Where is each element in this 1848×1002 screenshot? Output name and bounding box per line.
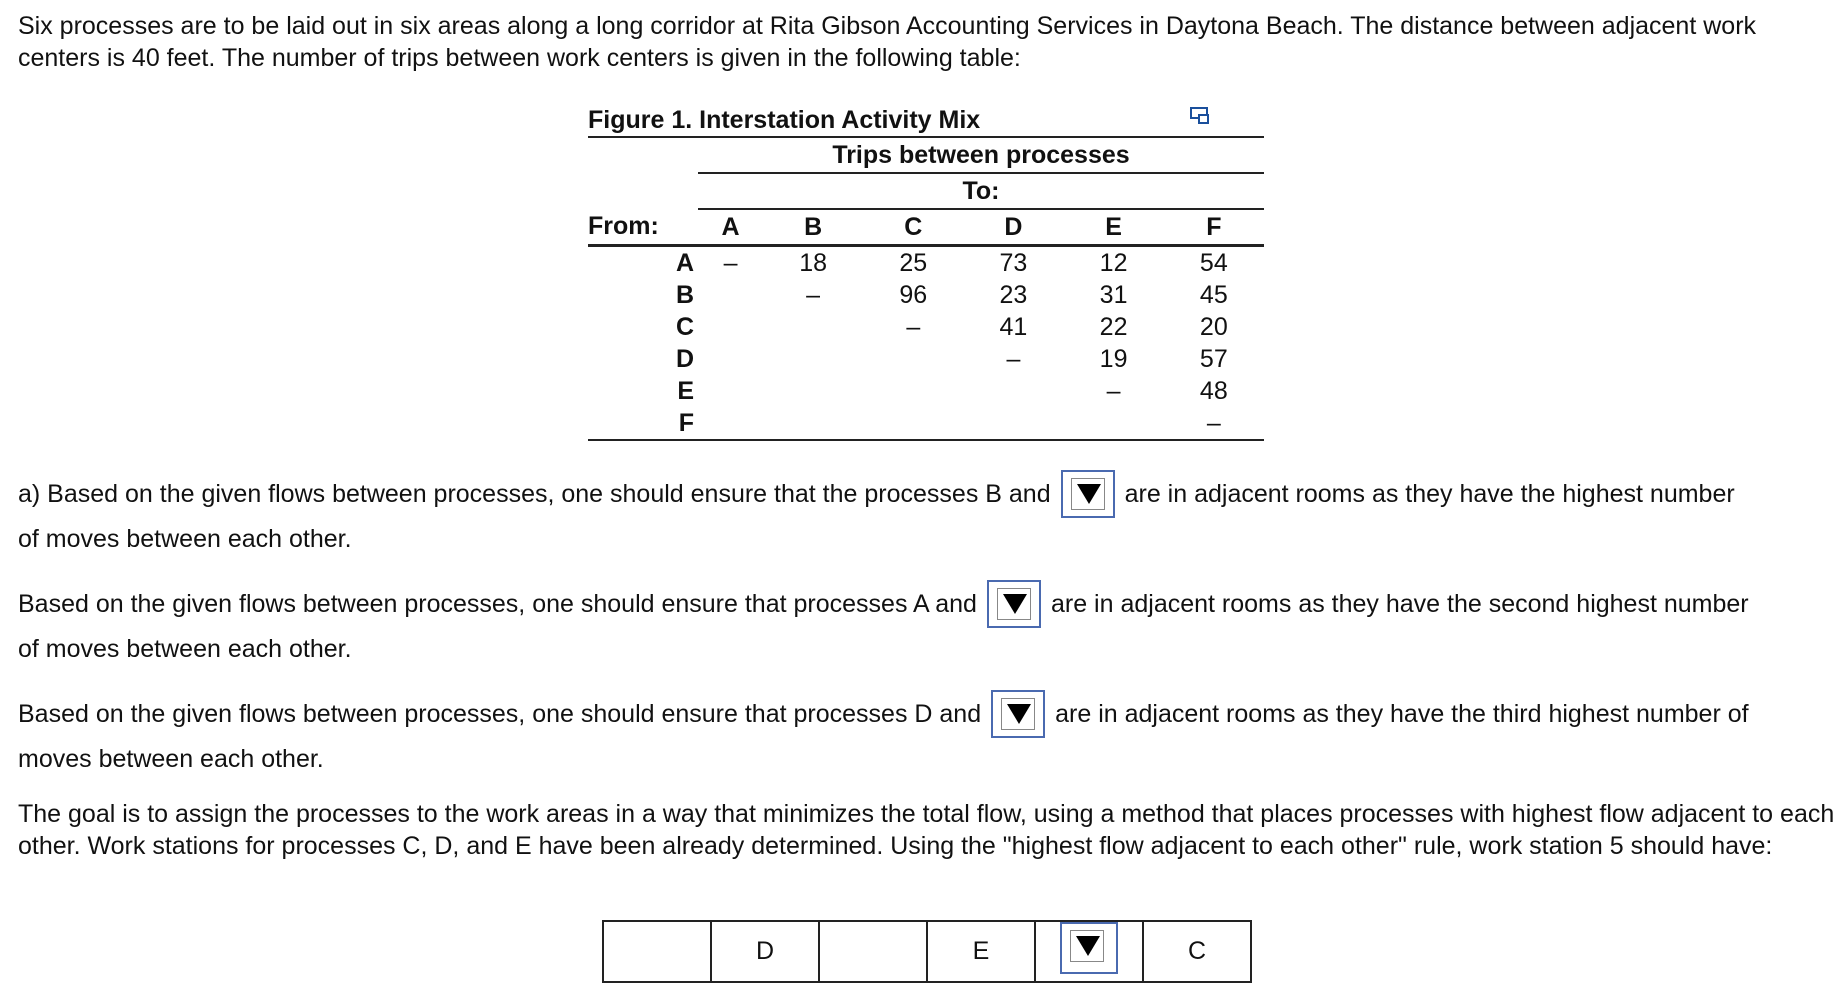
table-cell: 19	[1099, 344, 1128, 373]
question-3	[18, 690, 1749, 780]
table-cell: 18	[799, 248, 828, 277]
table-row	[588, 375, 1264, 407]
table-cell	[698, 343, 763, 375]
column-header: D	[963, 209, 1063, 246]
column-header: B	[763, 209, 863, 246]
table-cell: 23	[999, 280, 1028, 309]
figure-interstation-activity	[588, 100, 1264, 441]
q1-text-cont: of moves between each other.	[18, 525, 352, 553]
table-row	[588, 311, 1264, 343]
table-cell: –	[1106, 376, 1121, 405]
column-header: A	[698, 209, 763, 246]
question-2	[18, 580, 1749, 670]
goal-text: The goal is to assign the processes to the work areas in a way that minimizes the total flow, using a method that places processes with highest flow adjacent to each other. Work stations for processes C, D, and E have been already determined. Using the "highest flow adjacent to each other" rule, work station 5 should have:	[18, 800, 1835, 860]
q1-dropdown[interactable]	[1061, 470, 1115, 518]
table-cell: 12	[1099, 248, 1128, 277]
table-cell: 41	[999, 312, 1028, 341]
row-label: B	[675, 280, 694, 309]
table-cell: 96	[899, 280, 928, 309]
table-cell: 25	[899, 248, 928, 277]
column-header: F	[1164, 209, 1264, 246]
table-cell	[698, 311, 763, 343]
dropdown-arrow-icon	[1007, 704, 1031, 724]
table-cell	[698, 375, 763, 407]
station-6: C	[1143, 921, 1251, 982]
q3-dropdown[interactable]	[991, 690, 1045, 738]
table-cell	[763, 407, 863, 440]
station-3	[819, 921, 927, 982]
from-label: From:	[588, 209, 698, 246]
table-cell	[698, 279, 763, 311]
q1-text-after: are in adjacent rooms as they have the highest number	[1124, 480, 1735, 508]
row-label: D	[675, 344, 694, 373]
column-header: C	[863, 209, 963, 246]
column-header: E	[1064, 209, 1164, 246]
trips-header: Trips between processes	[832, 140, 1130, 169]
figure-header	[588, 100, 1264, 138]
table-cell: 31	[1099, 280, 1128, 309]
table-cell	[863, 407, 963, 440]
station-2: D	[711, 921, 819, 982]
table-cell: 73	[999, 248, 1028, 277]
row-label: A	[675, 248, 694, 277]
q3-text-cont: moves between each other.	[18, 745, 324, 773]
figure-title: Figure 1. Interstation Activity Mix	[588, 106, 981, 134]
table-cell	[1064, 407, 1164, 440]
table-cell: –	[906, 312, 921, 341]
table-cell: 57	[1199, 344, 1228, 373]
q2-text-before: Based on the given flows between processes, one should ensure that processes A and	[18, 590, 977, 618]
copy-table-icon[interactable]	[1190, 107, 1212, 132]
table-row	[588, 246, 1264, 280]
table-row	[588, 343, 1264, 375]
table-cell: –	[723, 248, 738, 277]
table-cell	[963, 375, 1063, 407]
table-cell: 54	[1199, 248, 1228, 277]
station-4: E	[927, 921, 1035, 982]
table-cell: 48	[1199, 376, 1228, 405]
table-cell	[863, 343, 963, 375]
table-cell	[763, 311, 863, 343]
station-5	[1035, 921, 1143, 982]
intro-text: Six processes are to be laid out in six areas along a long corridor at Rita Gibson Accounting Services in Daytona Beach. The distance between adjacent work centers is 40 feet. The number of trips between work centers is given in the following table:	[18, 12, 1757, 72]
question-1	[18, 470, 1735, 560]
station-5-dropdown[interactable]	[1060, 922, 1118, 974]
row-label: F	[588, 407, 698, 440]
table-cell: 45	[1199, 280, 1228, 309]
q2-text-after: are in adjacent rooms as they have the second highest number	[1050, 590, 1749, 618]
table-cell	[763, 343, 863, 375]
table-row	[588, 407, 1264, 440]
trips-table	[588, 138, 1264, 441]
q2-text-cont: of moves between each other.	[18, 635, 352, 663]
table-cell: 22	[1099, 312, 1128, 341]
station-1	[603, 921, 711, 982]
table-cell	[963, 407, 1063, 440]
q1-text-before: a) Based on the given flows between processes, one should ensure that the processes B and	[18, 480, 1051, 508]
dropdown-arrow-icon	[1076, 936, 1100, 956]
dropdown-arrow-icon	[1077, 484, 1101, 504]
q3-text-before: Based on the given flows between processes, one should ensure that processes D and	[18, 700, 982, 728]
table-cell: 20	[1199, 312, 1228, 341]
q3-text-after: are in adjacent rooms as they have the third highest number of	[1055, 700, 1749, 728]
row-label: E	[677, 376, 694, 405]
table-body	[588, 246, 1264, 441]
table-cell	[763, 375, 863, 407]
dropdown-arrow-icon	[1003, 594, 1027, 614]
table-cell: –	[1164, 407, 1264, 440]
table-cell: –	[806, 280, 821, 309]
table-cell	[863, 375, 963, 407]
q2-dropdown[interactable]	[987, 580, 1041, 628]
row-label: C	[675, 312, 694, 341]
work-stations-row	[602, 920, 1252, 983]
to-header: To:	[698, 173, 1264, 209]
table-cell	[698, 407, 763, 440]
table-row	[588, 279, 1264, 311]
table-cell: –	[1006, 344, 1021, 373]
